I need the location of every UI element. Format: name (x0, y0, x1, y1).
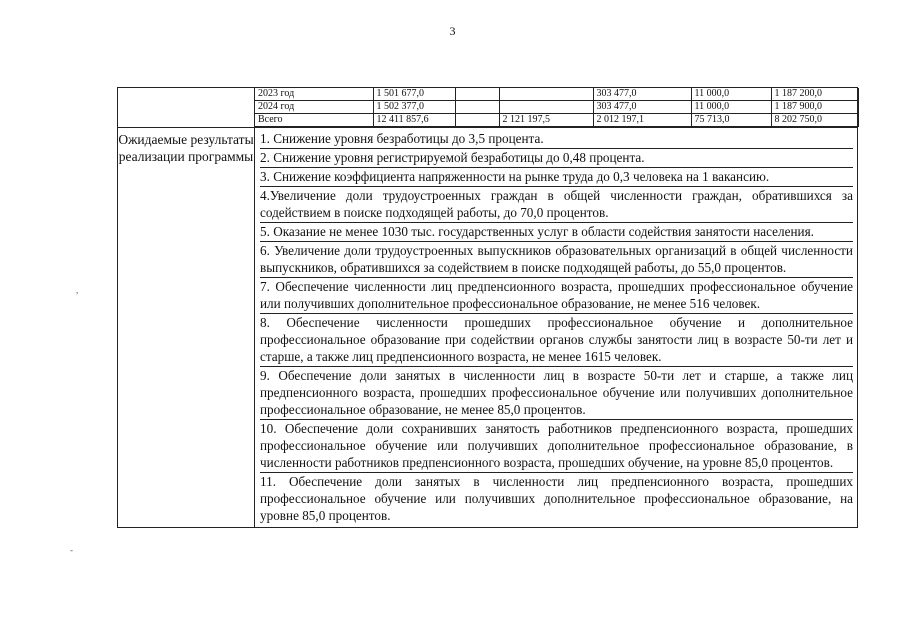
empty-label-cell (118, 88, 255, 128)
result-item: 6. Увеличение доли трудоустроенных выпускников образовательных организаций в общей численности выпускников, обратившихся за содействием в поиске подходящей работы, до 55,0 процентов. (260, 242, 853, 278)
year-cell: 2023 год (255, 88, 373, 101)
finance-grid-cell (255, 88, 858, 128)
finance-row-total (255, 114, 858, 127)
finance-grid (255, 88, 859, 127)
value-cell: 11 000,0 (691, 88, 771, 101)
results-list (255, 128, 858, 528)
page-number: 3 (449, 24, 456, 38)
result-item: 7. Обеспечение численности лиц предпенсионного возраста, прошедших профессиональное обучение или получивших дополнительное профессиональное образование, не менее 516 человек. (260, 278, 853, 314)
finance-row-2024 (255, 101, 858, 114)
result-item: 5. Оказание не менее 1030 тыс. государственных услуг в области содействия занятости населения. (260, 223, 853, 242)
value-cell: 1 187 200,0 (771, 88, 858, 101)
finance-row-2023 (255, 88, 858, 101)
value-cell: 2 012 197,1 (593, 114, 691, 127)
value-cell: 12 411 857,6 (373, 114, 455, 127)
results-row (118, 128, 858, 528)
year-cell: 2024 год (255, 101, 373, 114)
result-item: 2. Снижение уровня регистрируемой безработицы до 0,48 процента. (260, 149, 853, 168)
value-cell: 11 000,0 (691, 101, 771, 114)
result-item: 11. Обеспечение доли занятых в численности лиц предпенсионного возраста, прошедших профессиональное обучение или получивших дополнительное профессиональное образование, на уровне 85,0 процентов. (260, 474, 853, 523)
value-cell: 1 501 677,0 (373, 88, 455, 101)
value-cell: 1 502 377,0 (373, 101, 455, 114)
value-cell (499, 88, 593, 101)
result-item: 1. Снижение уровня безработицы до 3,5 процента. (260, 130, 853, 149)
value-cell: 303 477,0 (593, 88, 691, 101)
value-cell: 8 202 750,0 (771, 114, 858, 127)
result-item: 10. Обеспечение доли сохранивших занятость работников предпенсионного возраста, прошедших профессиональное обучение или получивших дополнительное профессиональное образование, в численности работников предпенсионного возраста, прошедших обучение, на уровне 85,0 процентов. (260, 420, 853, 473)
value-cell (455, 114, 499, 127)
value-cell (455, 88, 499, 101)
result-item: 3. Снижение коэффициента напряженности на рынке труда до 0,3 человека на 1 вакансию. (260, 168, 853, 187)
result-item: 9. Обеспечение доли занятых в численности лиц в возрасте 50-ти лет и старше, а также лиц предпенсионного возраста, прошедших профессиональное обучение или получивших дополнительное профессиональное образование, не менее 85,0 процентов. (260, 367, 853, 420)
year-cell: Всего (255, 114, 373, 127)
value-cell: 303 477,0 (593, 101, 691, 114)
finance-row (118, 88, 858, 128)
margin-mark: - (70, 545, 73, 555)
value-cell (455, 101, 499, 114)
result-item: 4.Увеличение доли трудоустроенных граждан в общей численности граждан, обратившихся за содействием в поиске подходящей работы, до 70,0 процентов. (260, 187, 853, 223)
value-cell: 1 187 900,0 (771, 101, 858, 114)
program-passport-table (117, 87, 858, 528)
value-cell: 75 713,0 (691, 114, 771, 127)
results-label: Ожидаемые результаты реализации программы (118, 128, 255, 528)
result-item: 8. Обеспечение численности прошедших профессиональное обучение и дополнительное профессиональное образование при содействии органов службы занятости лиц в возрасте 50-ти лет и старше, а также лиц предпенсионного возраста, не менее 1615 человек. (260, 314, 853, 367)
value-cell (499, 101, 593, 114)
margin-mark: , (76, 285, 79, 295)
value-cell: 2 121 197,5 (499, 114, 593, 127)
